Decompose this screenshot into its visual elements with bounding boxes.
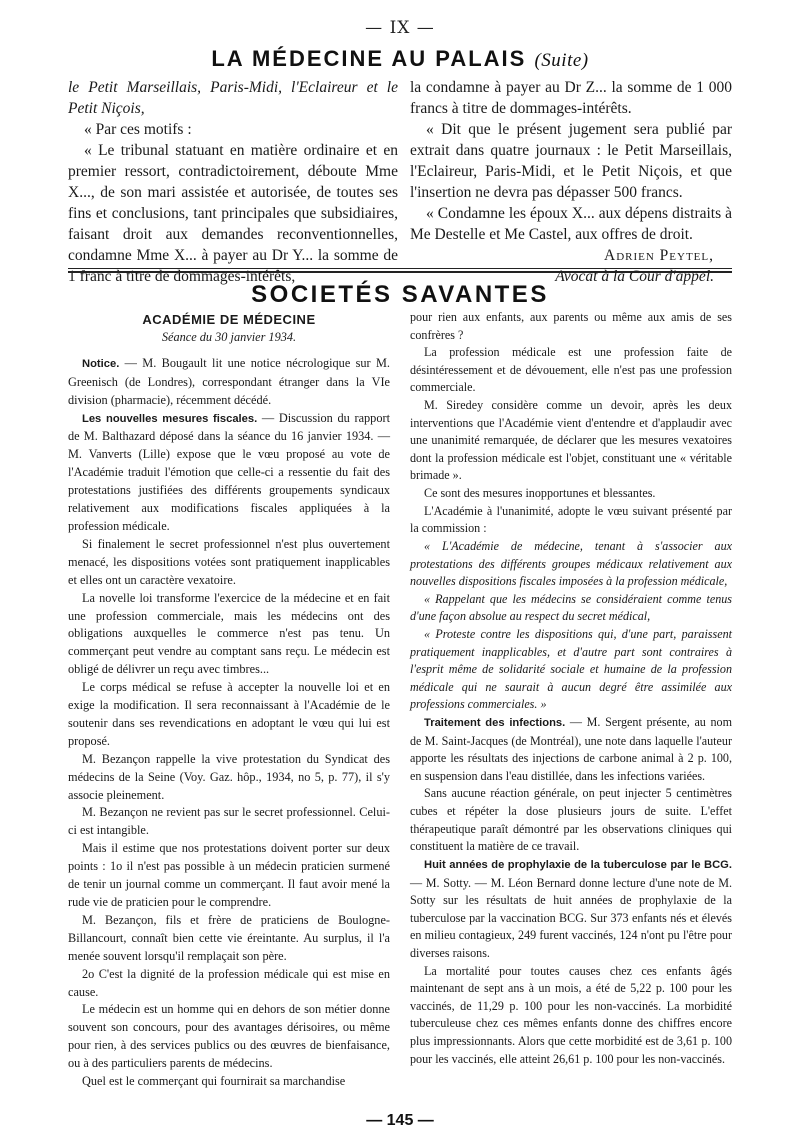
paragraph xyxy=(410,856,732,963)
paragraph xyxy=(68,751,390,805)
academie-title: ACADÉMIE DE MÉDECINE xyxy=(142,312,316,327)
paragraph-text: Mais il estime que nos protestations doivent porter sur deux points : 1o il n'est pas possible à un médecin praticien surmené de tenir un journal comme un commerçant. Il faut avoir mené la rude vie de praticien pour le comprendre. xyxy=(68,841,390,909)
paragraph-heading: Notice. xyxy=(82,357,120,370)
paragraph xyxy=(68,966,390,1002)
paragraph xyxy=(68,679,390,751)
societes-left-column xyxy=(68,309,390,1091)
paragraph xyxy=(410,344,732,397)
paragraph xyxy=(68,355,390,410)
paragraph-text: « L'Académie de médecine, tenant à s'associer aux protestations des différents groupes médicaux relativement aux nouvelles dispositions fiscales imposées à la profession médicale, xyxy=(410,538,732,589)
divider-line xyxy=(68,268,732,269)
article-title xyxy=(0,46,800,72)
paragraph-text: pour rien aux enfants, aux parents ou même aux amis de ses confrères ? xyxy=(410,310,732,342)
paragraph-text: La profession médicale est une profession faite de désintéressement et de dévouement, elle n'est pas une profession commerciale. xyxy=(410,345,732,395)
paragraph-text: Si finalement le secret professionnel n'est plus ouvertement menacé, les dispositions votées sont pratiquement inapplicables et elles ont un caractère vexatoire. xyxy=(68,536,390,587)
palais-left-column xyxy=(68,77,398,287)
paragraph xyxy=(410,485,732,503)
article-title-suite: (Suite) xyxy=(534,50,589,71)
paragraph xyxy=(410,538,732,591)
signature-name: Adrien Peytel, xyxy=(604,247,714,264)
paragraph-text: — M. Bougault lit une notice nécrologique sur M. Greenisch (de Londres), correspondant étranger dans la VIe division (pharmacie), récemment décédé. xyxy=(68,355,390,407)
paragraph-text: M. Siredey considère comme un devoir, après les deux interventions que l'Académie vient d'entendre et d'applaudir avec une unanimité remarquée, de déclarer que les mesures vexatoires dont la profession médicale est l'objet, constituant une « véritable brimade ». xyxy=(410,398,732,483)
article-title-text: LA MÉDECINE AU PALAIS xyxy=(211,46,527,71)
paragraph-text: M. Bezançon ne revient pas sur le secret professionnel. Celui-ci est intangible. xyxy=(68,805,390,838)
paragraph xyxy=(68,912,390,966)
paragraph xyxy=(410,397,732,485)
paragraph xyxy=(410,626,732,714)
paragraph-text: « Rappelant que les médecins se considéraient comme tenus d'une façon absolue au respect du secret médical, xyxy=(410,591,732,624)
paragraph-text: Le médecin est un homme qui en dehors de son métier donne souvent son concours, pour des avantages dérisoires, ou même pour rien, à des services publics ou des œuvres de bienfaisance, ou à des particuliers parents de médecins. xyxy=(68,1002,390,1071)
paragraph: le Petit Marseillais, Paris-Midi, l'Eclaireur et le Petit Niçois, xyxy=(68,79,398,117)
paragraph xyxy=(68,1073,390,1091)
paragraph xyxy=(68,590,390,680)
paragraph xyxy=(410,963,732,1069)
paragraph-text: Ce sont des mesures inopportunes et blessantes. xyxy=(424,486,656,501)
paragraph xyxy=(410,503,732,538)
divider-line xyxy=(68,271,732,273)
paragraph-text: Sans aucune réaction générale, on peut injecter 5 centimètres cubes et répéter la dose plusieurs jours de suite. L'effet thérapeutique paraît démontré par les observations cliniques qui constituent la matière de ce travail. xyxy=(410,786,732,854)
paragraph: « Le tribunal statuant en matière ordinaire et en premier ressort, contradictoirement, déboute Mme X..., de son mari assistée et autorisée, de toutes ses fins et conclusions, tant principales que subsidiaires, faisant droit aux demandes reconventionnelles, condamne Mme X... à payer au Dr Y... la somme de 1 franc à titre de dommages-intérêts, xyxy=(68,142,398,285)
paragraph-heading: Huit années de prophylaxie de la tuberculose par le BCG. xyxy=(424,858,732,871)
paragraph-heading: Traitement des infections. xyxy=(424,717,566,730)
paragraph xyxy=(68,410,390,536)
paragraph-text: Quel est le commerçant qui fournirait sa marchandise xyxy=(82,1074,346,1089)
paragraph-text: M. Bezançon, fils et frère de praticiens de Boulogne-Billancourt, connaît bien cette vie éreintante. Au surplus, il l'a menée souvent lorsqu'il remplaçait son père. xyxy=(68,912,390,963)
paragraph xyxy=(68,804,390,840)
paragraph xyxy=(68,1001,390,1073)
section-title: SOCIETÉS SAVANTES xyxy=(251,281,549,308)
seance-date: Séance du 30 janvier 1934. xyxy=(161,329,297,344)
paragraph: « Par ces motifs : xyxy=(84,121,192,138)
paragraph xyxy=(68,536,390,590)
paragraph-text: « Proteste contre les dispositions qui, d'une part, paraissent pratiquement inapplicables, et d'autre part sont contraires à l'esprit même de solidarité sociale et humaine de la profession médicale qui ne saurait à aucun degré être assimilée aux professions commerciales. » xyxy=(410,626,732,712)
paragraph xyxy=(410,714,732,785)
paragraph-text: — M. Sotty. — M. Léon Bernard donne lecture d'une note de M. Sotty sur les résultats de huit années de prophylaxie de la tuberculose par la vaccination BCG. Sur 373 enfants nés et élevés en milieu contagieux, 249 furent vaccinés, 124 n'ont pu l'être pour diverses raisons. xyxy=(410,875,732,960)
paragraph-text: La mortalité pour toutes causes chez ces enfants âgés maintenant de sept ans à un mois, a été de 5,22 p. 100 pour les vaccinés, de 11,29 p. 100 pour les non-vaccinés. La morbidité tuberculeuse chez ces mêmes enfants donne des chiffres encore plus impressionnants. Alors que cette morbidité est de 3,61 p. 100 pour les vaccinés, elle atteint 26,61 p. 100 pour les non-vaccinés. xyxy=(410,963,732,1066)
paragraph xyxy=(410,591,732,626)
paragraph: la condamne à payer au Dr Z... la somme de 1 000 francs à titre de dommages-intérêts. xyxy=(410,79,732,117)
paragraph-text: — Discussion du rapport de M. Balthazard déposé dans la séance du 16 janvier 1934. — M. Vanverts (Lille) expose que le vœu proposé au vote de l'Académie traduit l'émotion que celle-ci a ressentie du fait des protestations justifiées des différents groupements syndicaux relativement aux modifications fiscales appliquées à la profession médicale. xyxy=(68,410,390,533)
societes-right-column xyxy=(410,309,732,1068)
paragraph xyxy=(410,309,732,344)
paragraph-text: M. Bezançon rappelle la vive protestation du Syndicat des médecins de la Seine (Voy. Gaz. hôp., 1934, no 5, p. 77), il s'y associe pleinement. xyxy=(68,751,390,802)
paragraph: « Condamne les époux X... aux dépens distraits à Me Destelle et Me Castel, aux offres de droit. xyxy=(410,205,732,243)
palais-right-column xyxy=(410,77,732,287)
page-number-bottom: — 145 — xyxy=(366,1112,434,1129)
paragraph-heading: Les nouvelles mesures fiscales. xyxy=(82,412,258,425)
paragraph xyxy=(410,785,732,855)
paragraph-text: L'Académie à l'unanimité, adopte le vœu suivant présenté par la commission : xyxy=(410,503,732,536)
paragraph-text: La novelle loi transforme l'exercice de la médecine et en fait une profession commerciale, mais les médecins ont des obligations auxquelles le commerce n'est pas tenu. Un commerçant peut vendre au comptant sans reçu. Le médecin est obligé de délivrer un reçu avec timbres... xyxy=(68,590,390,677)
page-number-top: — IX — xyxy=(365,18,435,38)
paragraph-text: — M. Sergent présente, au nom de M. Saint-Jacques (de Montréal), une note dans laquelle l'auteur apporte les résultats des injections de carbone animal à 2 p. 100, en suspension dans l'eau distillée, dans les infections variées. xyxy=(410,715,733,783)
paragraph-text: 2o C'est la dignité de la profession médicale qui est mise en cause. xyxy=(68,966,390,999)
signature-role: Avocat à la Cour d'appel. xyxy=(555,268,714,285)
paragraph xyxy=(68,840,390,912)
paragraph-text: Le corps médical se refuse à accepter la nouvelle loi et en exige la modification. Il sera reconnaissant à l'Académie de le soutenir dans ses revendications en adoptant le vœu qui lui est proposé. xyxy=(68,680,390,748)
paragraph: « Dit que le présent jugement sera publié par extrait dans quatre journaux : le Petit Marseillais, l'Eclaireur, Paris-Midi, et le Petit Niçois, et que l'insertion ne devra pas dépasser 500 francs. xyxy=(410,121,732,201)
